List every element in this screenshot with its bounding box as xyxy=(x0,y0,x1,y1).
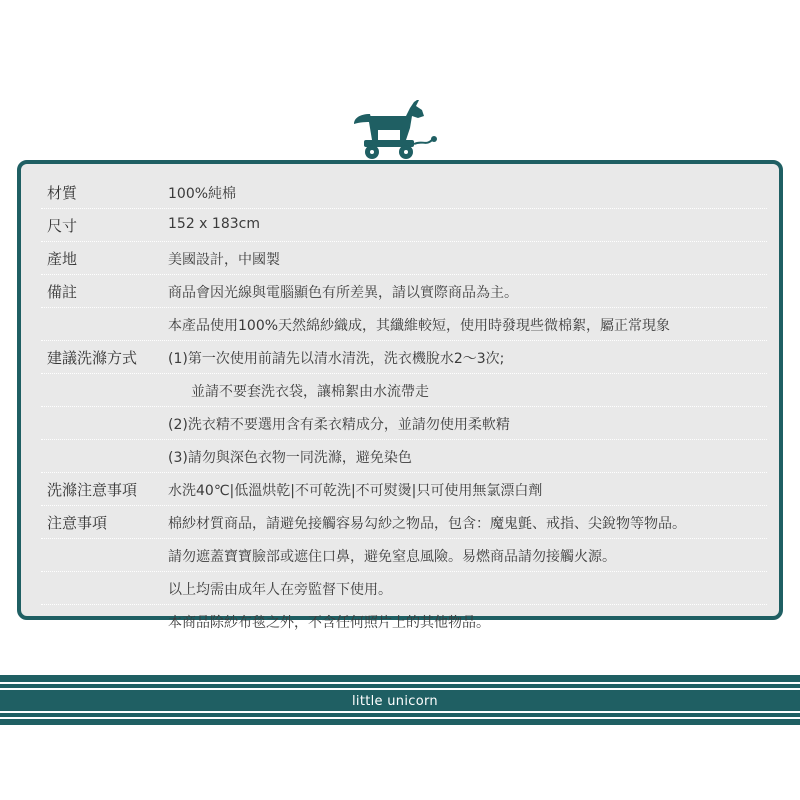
spec-row xyxy=(41,440,767,473)
spec-row xyxy=(41,473,767,506)
rocking-horse-unicorn-icon xyxy=(350,100,440,162)
spec-row xyxy=(41,572,767,605)
spec-label: 建議洗滌方式 xyxy=(47,349,138,367)
spec-value: (1)第一次使用前請先以清水清洗，洗衣機脫水2～3次; xyxy=(168,351,505,367)
spec-value: 本產品使用100%天然綿紗織成，其纖維較短，使用時發現些微棉絮，屬正常現象 xyxy=(168,318,671,334)
spec-value: 請勿遮蓋寶寶臉部或遮住口鼻，避免窒息風險。易燃商品請勿接觸火源。 xyxy=(168,549,616,565)
spec-row xyxy=(41,605,767,637)
spec-value: (2)洗衣精不要選用含有柔衣精成分，並請勿使用柔軟精 xyxy=(168,417,510,433)
spec-label: 產地 xyxy=(47,250,78,268)
spec-value: 本商品除紗布毯之外，不含任何照片上的其他物品。 xyxy=(168,615,490,631)
spec-panel xyxy=(17,160,783,631)
spec-value: 152 x 183cm xyxy=(168,216,260,232)
spec-table xyxy=(41,176,767,637)
spec-value: 並請不要套洗衣袋，讓棉絮由水流帶走 xyxy=(191,384,429,400)
spec-row xyxy=(41,407,767,440)
spec-row xyxy=(41,341,767,374)
spec-value: 美國設計，中國製 xyxy=(168,252,280,268)
spec-row xyxy=(41,275,767,308)
brand-name: little unicorn xyxy=(352,694,438,709)
spec-value: 水洗40℃|低溫烘乾|不可乾洗|不可熨燙|只可使用無氯漂白劑 xyxy=(168,483,543,499)
spec-row xyxy=(41,242,767,275)
spec-value: 商品會因光線與電腦顯色有所差異，請以實際商品為主。 xyxy=(168,285,518,301)
spec-label: 洗滌注意事項 xyxy=(47,481,138,499)
spec-label: 尺寸 xyxy=(47,217,78,235)
spec-value: 100%純棉 xyxy=(168,186,237,202)
spec-value: 以上均需由成年人在旁監督下使用。 xyxy=(168,582,392,598)
spec-label: 材質 xyxy=(47,184,78,202)
spec-row xyxy=(41,308,767,341)
spec-label: 注意事項 xyxy=(47,514,108,532)
spec-value: (3)請勿與深色衣物一同洗滌，避免染色 xyxy=(168,450,412,466)
spec-label: 備註 xyxy=(47,283,78,301)
spec-row xyxy=(41,374,767,407)
spec-row xyxy=(41,539,767,572)
spec-value: 棉紗材質商品，請避免接觸容易勾紗之物品，包含：魔鬼氈、戒指、尖銳物等物品。 xyxy=(168,516,686,532)
spec-row xyxy=(41,209,767,242)
spec-row xyxy=(41,506,767,539)
spec-row xyxy=(41,176,767,209)
